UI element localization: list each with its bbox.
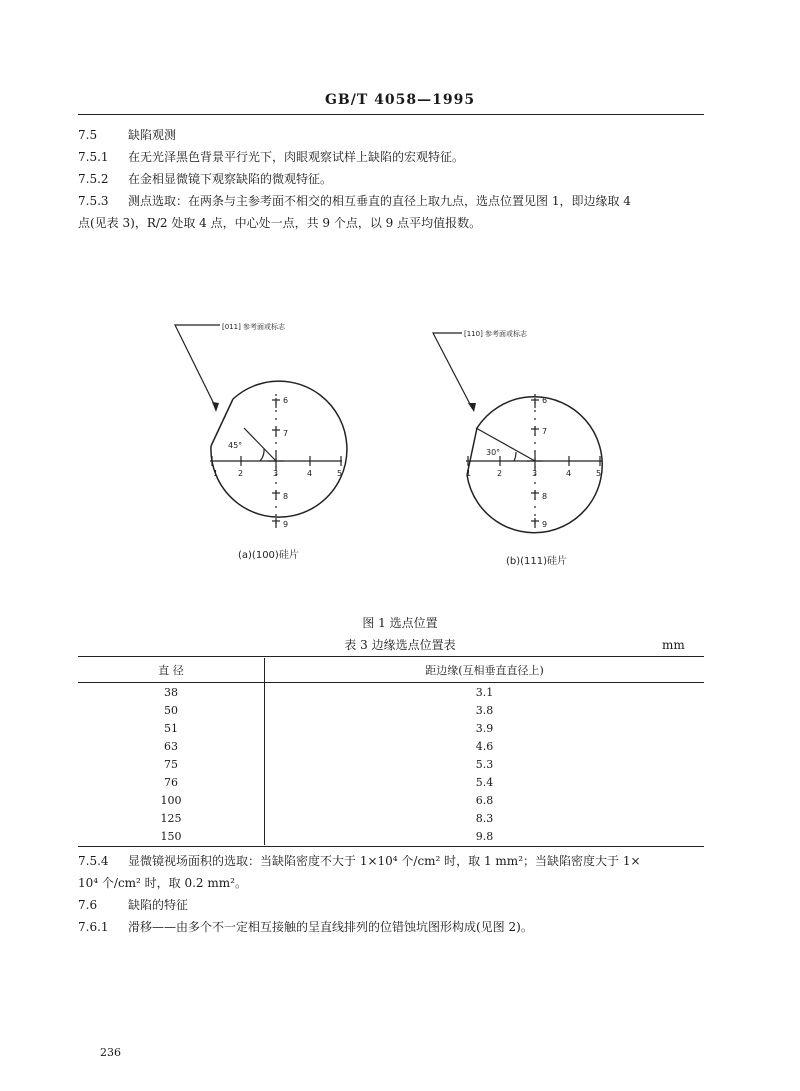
svg-text:5: 5 [596, 469, 602, 478]
table-row: 50 3.8 [78, 701, 704, 719]
table-row: 76 5.4 [78, 773, 704, 791]
table-row: 100 6.8 [78, 791, 704, 809]
svg-text:9: 9 [283, 520, 289, 529]
table-row: 150 9.8 [78, 827, 704, 845]
svg-text:4: 4 [566, 469, 572, 478]
svg-text:6: 6 [283, 396, 289, 405]
table-row: 63 4.6 [78, 737, 704, 755]
wafer-a-arrow [175, 325, 220, 408]
table-header-diameter: 直 径 [78, 658, 265, 683]
table-unit: mm [662, 638, 685, 652]
svg-text:8: 8 [283, 492, 289, 501]
angle-b: 30° [486, 448, 501, 457]
svg-text:1: 1 [466, 469, 472, 478]
header-rule [78, 114, 704, 115]
section-7-5: 7.5 缺陷观测 7.5.1 在无光泽黑色背景平行光下，肉眼观察试样上缺陷的宏观特征。 7.5.2 在金相显微镜下观察缺陷的微观特征。 7.5.3 测点选取：在两条与主参考面不相交的相互垂直的直径上取九点，选点位置见图 1，即边缘取 4 点(见表 3)，R/2 处取 4 点，中心处一点，共 9 个点，以 9 点平均值报数。 [78, 128, 631, 230]
caption-b: (b)(111)硅片 [506, 556, 568, 567]
svg-text:5: 5 [337, 469, 343, 478]
svg-text:7: 7 [283, 429, 289, 438]
table-header-distance: 距边缘(互相垂直直径上) [265, 658, 705, 683]
table-row: 125 8.3 [78, 809, 704, 827]
table-bottom-rule [78, 846, 704, 847]
table-row: 38 3.1 [78, 683, 704, 702]
svg-text:9: 9 [542, 520, 548, 529]
page-number: 236 [100, 1046, 121, 1059]
caption-a: (a)(100)硅片 [238, 550, 299, 561]
svg-text:1: 1 [213, 469, 219, 478]
table-3 [78, 658, 704, 845]
label-b: [110] 参考面或标志 [464, 330, 528, 338]
svg-text:8: 8 [542, 492, 548, 501]
figure-caption: 图 1 选点位置 [362, 616, 438, 630]
angle-a: 45° [228, 441, 243, 450]
table-row: 75 5.3 [78, 755, 704, 773]
svg-text:7: 7 [542, 427, 548, 436]
label-a: [011] 参考面或标志 [222, 323, 286, 331]
table-top-rule [78, 656, 704, 657]
svg-text:4: 4 [307, 469, 313, 478]
page-header: GB/T 4058—1995 [324, 92, 476, 108]
svg-text:2: 2 [238, 469, 244, 478]
svg-text:3: 3 [273, 469, 279, 478]
section-7-5-4: 7.5.4 显微镜视场面积的选取：当缺陷密度不大于 1×10⁴ 个/cm² 时，取 1 mm²；当缺陷密度大于 1× 10⁴ 个/cm² 时，取 0.2 mm²。 7.6 缺陷的特征 7.6.1 滑移——由多个不一定相互接触的呈直线排列的位错蚀坑图形构成(见图 2)。 [78, 854, 641, 934]
figure-1 [0, 300, 800, 600]
table-row: 51 3.9 [78, 719, 704, 737]
svg-text:2: 2 [497, 469, 503, 478]
table-title: 表 3 边缘选点位置表 [344, 638, 456, 652]
svg-text:3: 3 [532, 469, 538, 478]
svg-text:6: 6 [542, 396, 548, 405]
